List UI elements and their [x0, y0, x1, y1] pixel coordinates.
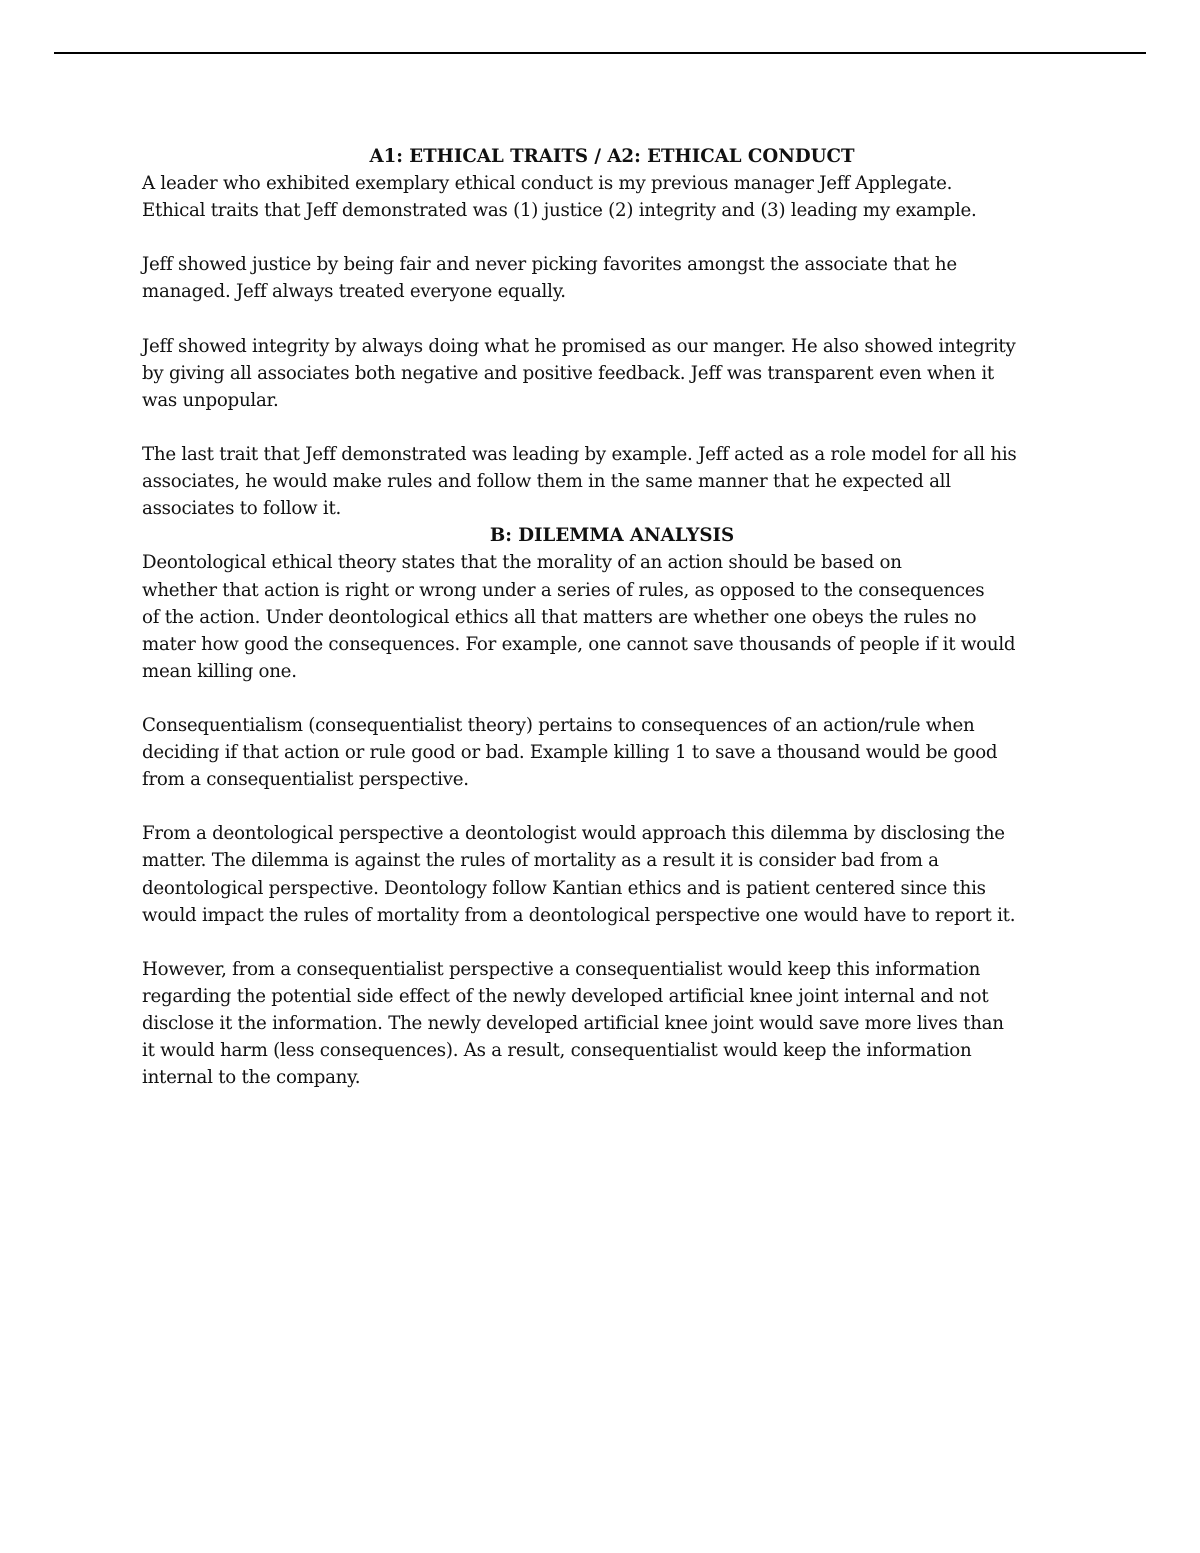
text-line: would impact the rules of mortality from a deontological perspective one would have to report it.: [142, 904, 1016, 926]
text-line: by giving all associates both negative and positive feedback. Jeff was transparent even when it: [142, 362, 994, 384]
text-line: mater how good the consequences. For example, one cannot save thousands of people if it would: [142, 633, 1016, 655]
paragraph-deontological-theory: [142, 549, 1082, 684]
text-line: associates to follow it.: [142, 498, 342, 520]
text-line: From a deontological perspective a deontologist would approach this dilemma by disclosing the: [142, 823, 1005, 845]
paragraph-leader-intro: [142, 170, 1082, 224]
text-line: whether that action is right or wrong under a series of rules, as opposed to the consequences: [142, 579, 985, 601]
paragraph-deontological-perspective: [142, 820, 1082, 928]
text-line: deciding if that action or rule good or bad. Example killing 1 to save a thousand would be good: [142, 742, 998, 764]
text-line: of the action. Under deontological ethics all that matters are whether one obeys the rules no: [142, 606, 977, 628]
text-line: Ethical traits that Jeff demonstrated was (1) justice (2) integrity and (3) leading my example.: [142, 200, 977, 222]
paragraph-justice: [142, 251, 1082, 305]
text-line: internal to the company.: [142, 1067, 361, 1089]
text-line: A leader who exhibited exemplary ethical conduct is my previous manager Jeff Applegate.: [142, 173, 953, 195]
section-a-heading: A1: ETHICAL TRAITS / A2: ETHICAL CONDUCT: [369, 146, 855, 167]
text-line: Consequentialism (consequentialist theory) pertains to consequences of an action/rule when: [142, 714, 975, 736]
text-line: Deontological ethical theory states that the morality of an action should be based on: [142, 552, 902, 574]
text-line: it would harm (less consequences). As a result, consequentialist would keep the information: [142, 1040, 972, 1062]
paragraph-leading-by-example: [142, 441, 1082, 522]
text-line: deontological perspective. Deontology follow Kantian ethics and is patient centered since this: [142, 877, 986, 899]
document-body: [142, 143, 1082, 1091]
text-line: However, from a consequentialist perspective a consequentialist would keep this information: [142, 958, 981, 980]
text-line: managed. Jeff always treated everyone equally.: [142, 281, 566, 303]
paragraph-consequentialism: [142, 712, 1082, 793]
text-line: regarding the potential side effect of the newly developed artificial knee joint internal and not: [142, 985, 989, 1007]
text-line: mean killing one.: [142, 660, 297, 682]
text-line: associates, he would make rules and follow them in the same manner that he expected all: [142, 471, 951, 493]
text-line: from a consequentialist perspective.: [142, 769, 469, 791]
text-line: Jeff showed integrity by always doing what he promised as our manger. He also showed integrity: [142, 335, 1016, 357]
text-line: The last trait that Jeff demonstrated was leading by example. Jeff acted as a role model for all his: [142, 444, 1017, 466]
paragraph-consequentialist-perspective: [142, 956, 1082, 1091]
section-b-heading: B: DILEMMA ANALYSIS: [489, 525, 735, 547]
paragraph-integrity: [142, 333, 1082, 414]
text-line: was unpopular.: [142, 389, 279, 411]
text-line: disclose it the information. The newly developed artificial knee joint would save more lives than: [142, 1013, 1004, 1034]
text-line: Jeff showed justice by being fair and never picking favorites amongst the associate that he: [142, 254, 957, 276]
text-line: matter. The dilemma is against the rules of mortality as a result it is consider bad from a: [142, 850, 939, 872]
top-horizontal-rule: [54, 52, 1146, 54]
